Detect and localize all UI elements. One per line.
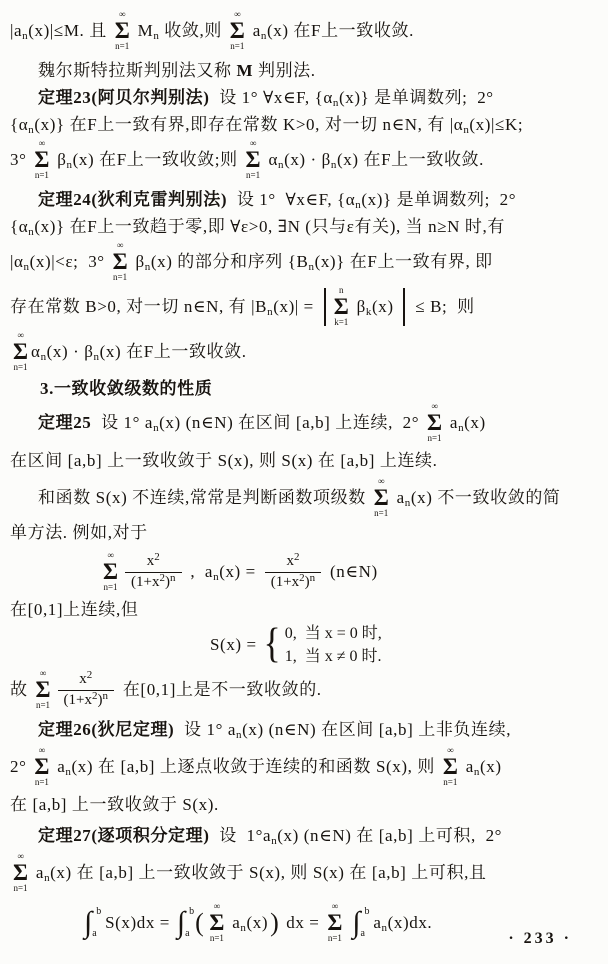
text-run: 存在常数 B>0, 对一切 n∈N, 有 $|B_n(x)|$ =	[10, 297, 319, 319]
integral-lower-limit: a	[360, 928, 365, 939]
sigma-glyph: Σ	[427, 410, 443, 436]
sigma-glyph: Σ	[373, 485, 389, 511]
fraction-numerator: $x^2$	[146, 551, 160, 570]
fraction-denominator: $(1+x^2)^n$	[58, 690, 114, 709]
integral-symbol	[352, 906, 370, 939]
text-run	[345, 912, 350, 933]
tall-vertical-bar	[403, 288, 405, 326]
summation-symbol	[34, 746, 49, 788]
integral-upper-limit: b	[364, 906, 370, 917]
bold-text-run: 定理25	[38, 413, 92, 433]
integral-limits	[360, 906, 370, 939]
example-series-formula	[10, 547, 596, 597]
cases-brace: {	[263, 621, 281, 668]
text-run: $M_n$ 收敛,则	[132, 21, 227, 43]
sigma-glyph: Σ	[229, 18, 245, 44]
text-run: $\alpha_n(x) \cdot \beta_n(x)$ 在F上一致收敛.	[31, 342, 247, 364]
sum-lower-limit: n=1	[427, 432, 442, 443]
cases-row: 0, 当 x = 0 时,	[284, 624, 382, 642]
remark-line-3	[10, 597, 596, 622]
text-run: $a_n(x)$ 不一致收敛的简	[391, 488, 561, 510]
sum-upper-limit: ∞	[213, 901, 221, 912]
sigma-glyph: Σ	[103, 559, 119, 585]
sum-upper-limit: ∞	[107, 550, 114, 561]
sigma-glyph: Σ	[442, 754, 458, 780]
sum-lower-limit: n=1	[103, 581, 118, 592]
summation-symbol	[209, 902, 224, 944]
bold-text-run: 定理24(狄利克雷判别法)	[38, 189, 228, 209]
integral-lower-limit: a	[185, 928, 190, 939]
theorem-27-line-2	[10, 851, 596, 895]
theorem-24-line-5	[10, 330, 596, 374]
sum-upper-limit: ∞	[331, 901, 339, 912]
integral-lower-limit: a	[92, 928, 97, 939]
cases-row: 1, 当 x ≠ 0 时.	[284, 647, 382, 665]
tall-vertical-bar	[324, 288, 326, 326]
integral-glyph: ∫	[84, 906, 93, 939]
theorem-23-line-3	[10, 138, 596, 182]
theorem-24-line-3	[10, 240, 596, 284]
theorem-27-line-1	[10, 822, 596, 849]
sum-lower-limit: n=1	[35, 699, 51, 710]
text-run: 设 1° ∀x∈F, $\{\alpha_n(x)\}$ 是单调数列; 2°	[227, 189, 517, 211]
remark-line-2	[10, 520, 596, 545]
page-number: · 233 ·	[508, 930, 572, 947]
summation-symbol	[374, 477, 389, 519]
sum-upper-limit: ∞	[116, 240, 124, 251]
text-run: 魏尔斯特拉斯判别法又称	[38, 60, 237, 80]
sum-upper-limit: ∞	[38, 745, 46, 756]
text-run: dx =	[281, 913, 325, 933]
theorem-23-line-2	[10, 111, 596, 138]
sum-lower-limit: n=1	[113, 271, 128, 282]
text-run: $\{\alpha_n(x)\}$ 在F上一致有界,即存在常数 K>0, 对一切 n∈N, 有 $|\alpha_n(x)|\le K$;	[10, 114, 524, 136]
big-parenthesis: )	[270, 908, 280, 937]
sigma-glyph: Σ	[35, 677, 51, 703]
text-run: (n∈N)	[325, 562, 378, 582]
text-run: ≤ B; 则	[410, 297, 475, 317]
sigma-glyph: Σ	[114, 18, 130, 44]
sigma-glyph: Σ	[13, 860, 29, 886]
sum-lower-limit: n=1	[327, 932, 342, 943]
text-run: 和函数 S(x) 不连续,常常是判断函数项级数	[38, 488, 371, 508]
sum-lower-limit: n=1	[374, 507, 389, 518]
text-run: $\beta_n(x)$ 的部分和序列 $\{B_n(x)\}$ 在F上一致有界, 即	[130, 252, 493, 274]
text-run: 单方法. 例如,对于	[10, 522, 148, 542]
summation-symbol	[13, 331, 28, 373]
sigma-glyph: Σ	[333, 294, 349, 320]
text-run: $\alpha_n(x) \cdot \beta_n(x)$ 在F上一致收敛.	[263, 150, 484, 172]
summation-symbol	[327, 902, 342, 944]
summation-symbol	[13, 852, 28, 894]
integral-upper-limit: b	[96, 906, 102, 917]
sum-lower-limit: k=1	[334, 316, 349, 327]
summation-symbol	[443, 746, 458, 788]
theorem-24-line-2	[10, 213, 596, 240]
m-test-alias-line	[10, 57, 596, 84]
summation-symbol	[35, 669, 50, 711]
integral-glyph: ∫	[176, 906, 186, 939]
summation-symbol	[334, 286, 349, 328]
integral-limits	[185, 906, 195, 939]
fraction-denominator: $(1+x^2)^n$	[125, 572, 181, 591]
theorem-24-line-1	[10, 186, 596, 213]
text-run: $a_n(x)$	[460, 757, 502, 779]
theorem-26-line-3	[10, 791, 596, 818]
remark-line-1	[10, 476, 596, 520]
theorem-25-line-1	[10, 401, 596, 445]
summation-symbol	[427, 402, 442, 444]
sum-lower-limit: n=1	[443, 776, 458, 787]
integral-symbol	[84, 906, 102, 939]
sum-lower-limit: n=1	[209, 932, 224, 943]
summation-symbol	[230, 10, 245, 52]
fraction	[58, 671, 114, 709]
integral-glyph: ∫	[352, 906, 361, 939]
text-run: S(x)dx =	[100, 913, 175, 933]
text-run: 设 $1^\circ a_n(x)$ (n∈N) 在 [a,b] 上可积, 2°	[209, 825, 503, 847]
text-run: 在 [a,b] 上一致收敛于 S(x).	[10, 794, 219, 814]
conclusion-line	[10, 668, 596, 712]
theorem-26-line-1	[10, 716, 596, 743]
sum-lower-limit: n=1	[115, 40, 130, 51]
text-run: 设 1° $a_n(x)$ (n∈N) 在区间 [a,b] 上非负连续,	[174, 719, 512, 741]
sum-lower-limit: n=1	[34, 169, 49, 180]
fraction-numerator: $x^2$	[79, 669, 93, 688]
sigma-glyph: Σ	[34, 754, 50, 780]
sigma-glyph: Σ	[245, 147, 261, 173]
fraction	[125, 553, 181, 591]
integral-upper-limit: b	[189, 906, 195, 917]
text-run: 3°	[10, 150, 32, 170]
integral-limits	[92, 906, 102, 939]
theorem-26-line-2	[10, 745, 596, 789]
piecewise-cases	[262, 621, 382, 668]
sum-upper-limit: ∞	[431, 401, 438, 412]
sum-lower-limit: n=1	[230, 40, 245, 51]
text-run: , $a_n(x)$ =	[185, 562, 261, 584]
sum-upper-limit: n	[338, 285, 344, 296]
text-run: 在[0,1]上是不一致收敛的.	[117, 680, 322, 700]
text-run: $a_n(x)$	[227, 913, 269, 935]
sum-upper-limit: ∞	[234, 9, 241, 20]
text-run: $\beta_k(x)$	[351, 297, 399, 319]
cases-rows	[285, 624, 382, 667]
bold-text-run: 定理26(狄尼定理)	[38, 719, 175, 739]
fraction-denominator: $(1+x^2)^n$	[265, 572, 321, 591]
text-run: 在[0,1]上连续,但	[10, 599, 139, 619]
summation-symbol	[115, 10, 130, 52]
theorem-25-line-2	[10, 447, 596, 474]
sum-lower-limit: n=1	[13, 361, 28, 372]
sum-function-cases-formula	[10, 622, 596, 668]
theorem-24-line-4	[10, 284, 596, 330]
sigma-glyph: Σ	[112, 249, 128, 275]
text-run: 设 1° ∀x∈F, $\{\alpha_n(x)\}$ 是单调数列; 2°	[209, 87, 494, 109]
sum-upper-limit: ∞	[378, 476, 385, 487]
text-run: $|a_n(x)|\le M$. 且	[10, 21, 112, 43]
bold-text-run: 3.一致收敛级数的性质	[40, 378, 213, 398]
bold-text-run: M	[236, 60, 254, 80]
sum-upper-limit: ∞	[119, 9, 126, 20]
text-run: $\beta_n(x)$ 在F上一致收敛;则	[52, 150, 243, 172]
text-run: $a_n(x)$ 在 [a,b] 上逐点收敛于连续的和函数 S(x), 则	[52, 757, 440, 779]
summation-symbol	[34, 139, 49, 181]
sum-lower-limit: n=1	[13, 882, 28, 893]
text-run: 判别法.	[253, 60, 316, 80]
sum-upper-limit: ∞	[447, 745, 454, 756]
sum-upper-limit: ∞	[17, 330, 24, 341]
section-3-heading	[10, 376, 596, 401]
sigma-glyph: Σ	[13, 339, 29, 365]
fraction	[265, 553, 321, 591]
summation-symbol	[246, 139, 261, 181]
document-body	[10, 8, 596, 947]
summation-symbol	[113, 241, 128, 283]
text-run: $a_n(x)dx$.	[368, 913, 433, 935]
text-run: 故	[10, 680, 33, 700]
m-test-conclusion-line	[10, 8, 596, 54]
summation-symbol	[103, 551, 118, 593]
sigma-glyph: Σ	[327, 910, 343, 936]
text-run: $a_n(x)$ 在 [a,b] 上一致收敛于 S(x), 则 S(x) 在 [a,b] 上可积,且	[31, 863, 487, 885]
sigma-glyph: Σ	[34, 147, 50, 173]
text-run: 2°	[10, 757, 32, 777]
text-run: 在区间 [a,b] 上一致收敛于 S(x), 则 S(x) 在 [a,b] 上连续.	[10, 450, 438, 470]
text-run: $a_n(x)$ 在F上一致收敛.	[247, 21, 414, 43]
sum-upper-limit: ∞	[249, 138, 257, 149]
big-parenthesis: (	[195, 908, 205, 937]
integral-symbol	[176, 906, 195, 939]
sum-upper-limit: ∞	[17, 851, 24, 862]
sum-upper-limit: ∞	[39, 668, 47, 679]
text-run: 设 1° $a_n(x)$ (n∈N) 在区间 [a,b] 上连续, 2°	[91, 413, 424, 435]
bold-text-run: 定理23(阿贝尔判别法)	[38, 87, 210, 107]
text-run: $a_n(x)$	[445, 413, 486, 435]
sum-lower-limit: n=1	[34, 776, 49, 787]
text-run: $|\alpha_n(x)|<\varepsilon$; 3°	[10, 252, 110, 274]
bold-text-run: 定理27(逐项积分定理)	[38, 825, 210, 845]
sum-upper-limit: ∞	[38, 138, 46, 149]
fraction-numerator: $x^2$	[286, 551, 300, 570]
text-run: S(x) =	[210, 635, 262, 655]
sum-lower-limit: n=1	[246, 169, 261, 180]
theorem-23-line-1	[10, 84, 596, 111]
sigma-glyph: Σ	[209, 910, 225, 936]
text-run: $\{\alpha_n(x)\}$ 在F上一致趋于零,即 ∀ε>0, ∃N (只与ε有关), 当 n≥N 时,有	[10, 216, 505, 238]
